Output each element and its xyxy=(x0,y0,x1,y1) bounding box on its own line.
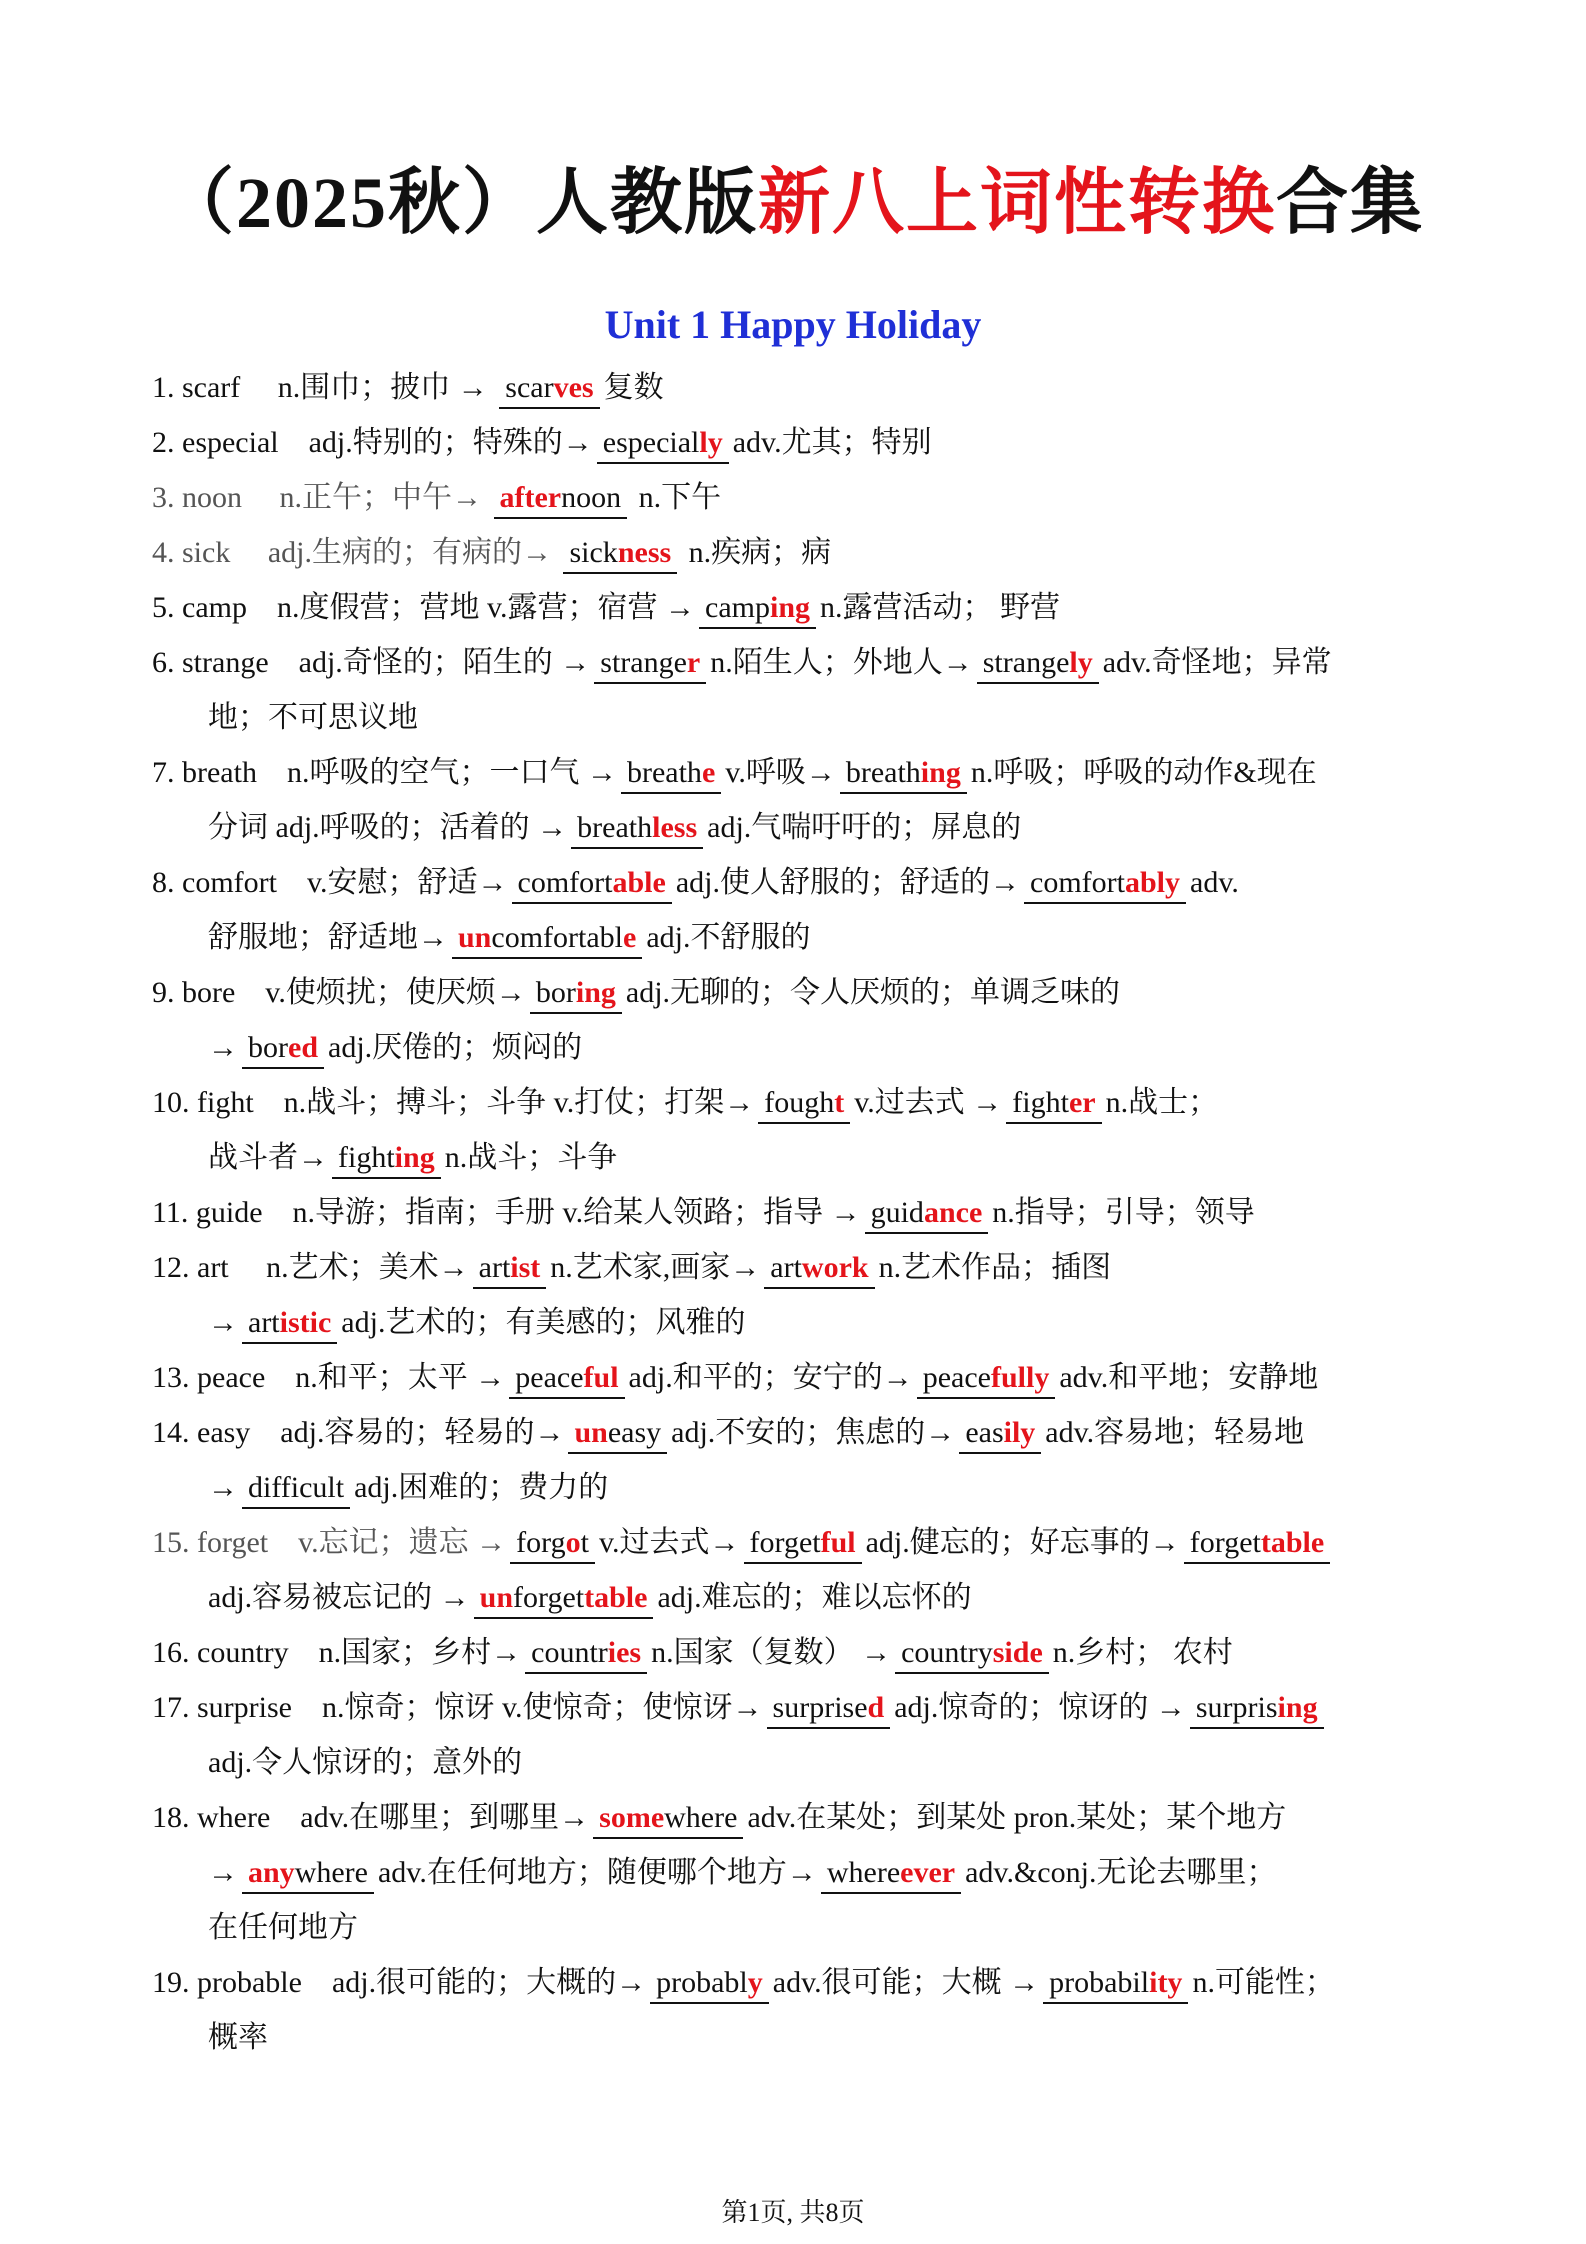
answer-stem: peace xyxy=(515,1361,584,1394)
answer-suffix: work xyxy=(801,1251,869,1284)
answer-blank xyxy=(621,754,721,794)
entry-line xyxy=(152,635,1452,690)
answer-blank xyxy=(525,1634,647,1674)
answer-blank xyxy=(1024,864,1186,904)
answer-suffix: ly xyxy=(699,426,723,459)
entry-text: adj.健忘的；好忘事的→ xyxy=(865,1526,1180,1559)
answer-suffix: istic xyxy=(279,1306,332,1339)
entry-text: n.可能性； xyxy=(1192,1966,1335,1999)
entry-text: adv.和平地；安静地 xyxy=(1059,1361,1319,1394)
entry-text: n.陌生人；外地人→ xyxy=(710,646,973,679)
answer-stem: surpris xyxy=(1195,1691,1278,1724)
entry-text: 15. forget v.忘记；遗忘 → xyxy=(152,1526,507,1559)
entry-line xyxy=(152,2010,1452,2065)
entry-text: 10. fight n.战斗；搏斗；斗争 v.打仗；打架→ xyxy=(152,1086,755,1119)
answer-suffix: ever xyxy=(900,1856,956,1889)
answer-suffix: after xyxy=(499,481,562,514)
answer-stem: scar xyxy=(505,371,554,404)
entry-text: n.指导；引导；领导 xyxy=(992,1196,1255,1229)
answer-suffix: table xyxy=(1260,1526,1325,1559)
answer-stem: comfort xyxy=(517,866,613,899)
entry-text: adv.&conj.无论去哪里； xyxy=(965,1856,1277,1889)
entry-text: adj.不安的；焦虑的→ xyxy=(671,1416,956,1449)
entry-text: → xyxy=(208,1856,238,1889)
answer-suffix: ing xyxy=(1277,1691,1318,1724)
entry-text: v.呼吸→ xyxy=(725,756,836,789)
entry-text: n.呼吸；呼吸的动作&现在 xyxy=(970,756,1317,789)
answer-blank xyxy=(959,1414,1041,1454)
answer-stem: fight xyxy=(338,1141,395,1174)
entry-text: 地；不可思议地 xyxy=(208,701,418,734)
entry-text: 1. scarf n.围巾；披巾 → xyxy=(152,371,496,404)
answer-blank xyxy=(597,424,729,464)
answer-suffix: ness xyxy=(617,536,672,569)
answer-suffix: e xyxy=(623,921,637,954)
entry-line xyxy=(152,1790,1452,1845)
answer-stem: easy xyxy=(607,1416,662,1449)
answer-blank xyxy=(510,1524,595,1564)
answer-blank xyxy=(473,1249,547,1289)
answer-stem: noon xyxy=(561,481,622,514)
answer-blank xyxy=(821,1854,961,1894)
entry-text: 在任何地方 xyxy=(208,1911,358,1944)
entry-text: 13. peace n.和平；太平 → xyxy=(152,1361,506,1394)
page-title xyxy=(0,158,1586,248)
entry-line xyxy=(152,580,1452,635)
entry-line xyxy=(152,690,1452,745)
entry-line xyxy=(152,1515,1452,1570)
entry-text: adv.容易地；轻易地 xyxy=(1045,1416,1305,1449)
entry-text: 战斗者→ xyxy=(208,1141,328,1174)
answer-blank xyxy=(509,1359,624,1399)
entry-text: n.艺术作品；插图 xyxy=(878,1251,1112,1284)
answer-stem: bor xyxy=(248,1031,288,1064)
entry-text: adj.容易被忘记的 → xyxy=(208,1581,470,1614)
answer-suffix: un xyxy=(479,1581,514,1614)
answer-suffix: table xyxy=(584,1581,648,1614)
answer-suffix: ful xyxy=(583,1361,619,1394)
answer-stem: strange xyxy=(600,646,687,679)
answer-stem: guid xyxy=(870,1196,924,1229)
answer-stem: fough xyxy=(764,1086,835,1119)
answer-stem: t xyxy=(580,1526,589,1559)
entry-text: → xyxy=(208,1031,238,1064)
answer-stem: peace xyxy=(922,1361,991,1394)
answer-suffix: ist xyxy=(510,1251,541,1284)
entry-text: 16. country n.国家；乡村→ xyxy=(152,1636,522,1669)
entry-line xyxy=(152,745,1452,800)
entry-line xyxy=(152,800,1452,855)
page-footer: 第1页, 共8页 xyxy=(721,2198,865,2227)
answer-stem: breath xyxy=(626,756,702,789)
entry-text: adj.和平的；安宁的→ xyxy=(628,1361,913,1394)
entry-text: adj.令人惊讶的；意外的 xyxy=(208,1746,523,1779)
answer-stem: breath xyxy=(577,811,653,844)
entry-line xyxy=(152,1735,1452,1790)
answer-suffix: ves xyxy=(553,371,594,404)
entry-text: adv.奇怪地；异常 xyxy=(1102,646,1332,679)
entry-text: n.战士； xyxy=(1105,1086,1219,1119)
answer-suffix: y xyxy=(747,1966,763,1999)
answer-blank xyxy=(767,1689,891,1729)
answer-stem: probabil xyxy=(1049,1966,1150,1999)
answer-stem: forg xyxy=(516,1526,566,1559)
entry-line xyxy=(152,910,1452,965)
entry-text: adv. xyxy=(1190,866,1239,899)
answer-suffix: able xyxy=(612,866,666,899)
entry-text: n.艺术家,画家→ xyxy=(550,1251,761,1284)
entry-line xyxy=(152,360,1452,415)
answer-blank xyxy=(474,1579,654,1619)
answer-stem: eas xyxy=(965,1416,1004,1449)
answer-suffix: fully xyxy=(990,1361,1050,1394)
answer-suffix: some xyxy=(599,1801,665,1834)
answer-stem: countr xyxy=(531,1636,608,1669)
entry-text: adj.艺术的；有美感的；风雅的 xyxy=(341,1306,746,1339)
answer-stem: art xyxy=(770,1251,802,1284)
answer-suffix: t xyxy=(834,1086,845,1119)
entry-text: → xyxy=(208,1471,238,1504)
answer-blank xyxy=(758,1084,850,1124)
entry-line xyxy=(152,470,1452,525)
answer-blank xyxy=(764,1249,874,1289)
entry-text: 分词 adj.呼吸的；活着的 → xyxy=(208,811,568,844)
answer-suffix: ly xyxy=(1069,646,1093,679)
answer-blank xyxy=(650,1964,769,2004)
answer-stem: breath xyxy=(845,756,921,789)
entry-text: n.下午 xyxy=(631,481,722,514)
answer-blank xyxy=(332,1139,441,1179)
answer-stem: fight xyxy=(1012,1086,1069,1119)
entry-text: 17. surprise n.惊奇；惊讶 v.使惊奇；使惊讶→ xyxy=(152,1691,763,1724)
answer-blank xyxy=(563,534,677,574)
answer-stem: forget xyxy=(749,1526,821,1559)
answer-stem: bor xyxy=(535,976,576,1009)
answer-stem: strange xyxy=(982,646,1070,679)
entry-text: 3. noon n.正午；中午→ xyxy=(152,481,490,514)
entry-line xyxy=(152,1625,1452,1680)
entry-text: 6. strange adj.奇怪的；陌生的 → xyxy=(152,646,591,679)
entry-text: n.战斗；斗争 xyxy=(444,1141,618,1174)
answer-suffix: ed xyxy=(288,1031,318,1064)
entry-text: → xyxy=(208,1306,238,1339)
answer-stem: surprise xyxy=(772,1691,868,1724)
answer-blank xyxy=(494,479,628,519)
answer-blank xyxy=(499,369,599,409)
answer-stem: art xyxy=(478,1251,511,1284)
entry-text: 9. bore v.使烦扰；使厌烦→ xyxy=(152,976,526,1009)
answer-suffix: ful xyxy=(820,1526,856,1559)
entry-text: 5. camp n.度假营；营地 v.露营；宿营 → xyxy=(152,591,696,624)
entry-text: adj.无聊的；令人厌烦的；单调乏味的 xyxy=(625,976,1121,1009)
entry-line xyxy=(152,1680,1452,1735)
answer-blank xyxy=(452,919,642,959)
entry-text: 19. probable adj.很可能的；大概的→ xyxy=(152,1966,647,1999)
entry-text: n.乡村； 农村 xyxy=(1052,1636,1233,1669)
entry-text: 8. comfort v.安慰；舒适→ xyxy=(152,866,508,899)
entry-text: adv.很可能；大概 → xyxy=(772,1966,1040,1999)
entry-text: adj.困难的；费力的 xyxy=(354,1471,609,1504)
entry-line xyxy=(152,415,1452,470)
word-conversion-list xyxy=(152,360,1452,2065)
entry-text: 概率 xyxy=(208,2021,268,2054)
answer-suffix: ily xyxy=(1003,1416,1036,1449)
entry-line xyxy=(152,1130,1452,1185)
answer-stem: where xyxy=(664,1801,738,1834)
title-part-3: 合集 xyxy=(1276,163,1425,243)
entry-line xyxy=(152,1955,1452,2010)
answer-stem: country xyxy=(901,1636,993,1669)
answer-blank xyxy=(917,1359,1056,1399)
answer-stem: where xyxy=(826,1856,901,1889)
answer-blank xyxy=(512,864,672,904)
answer-suffix: ing xyxy=(394,1141,435,1174)
answer-blank xyxy=(895,1634,1049,1674)
entry-text: adv.在任何地方；随便哪个地方→ xyxy=(377,1856,817,1889)
answer-stem: where xyxy=(294,1856,368,1889)
entry-text: 7. breath n.呼吸的空气；一口气 → xyxy=(152,756,617,789)
entry-text: 2. especial adj.特别的；特殊的→ xyxy=(152,426,593,459)
answer-suffix: r xyxy=(686,646,701,679)
entry-line xyxy=(152,855,1452,910)
answer-blank xyxy=(593,1799,743,1839)
answer-suffix: d xyxy=(867,1691,885,1724)
answer-blank xyxy=(530,974,622,1014)
entry-text: adj.使人舒服的；舒适的→ xyxy=(675,866,1020,899)
answer-blank xyxy=(568,1414,667,1454)
answer-blank xyxy=(699,589,816,629)
entry-text: 复数 xyxy=(603,371,664,404)
title-part-1: （2025秋）人教版 xyxy=(161,163,758,243)
entry-line xyxy=(152,965,1452,1020)
entry-line xyxy=(152,1185,1452,1240)
answer-blank xyxy=(242,1854,374,1894)
answer-stem: comfortabl xyxy=(491,921,623,954)
answer-stem: forget xyxy=(1189,1526,1261,1559)
answer-blank xyxy=(977,644,1099,684)
answer-suffix: ing xyxy=(770,591,811,624)
entry-text: 舒服地；舒适地→ xyxy=(208,921,448,954)
answer-stem: art xyxy=(248,1306,280,1339)
answer-blank xyxy=(242,1304,337,1344)
answer-stem: camp xyxy=(705,591,770,624)
answer-blank xyxy=(594,644,706,684)
answer-suffix: un xyxy=(458,921,492,954)
entry-line xyxy=(152,1845,1452,1900)
entry-text: adj.不舒服的 xyxy=(646,921,811,954)
entry-text: n.国家（复数） → xyxy=(651,1636,892,1669)
entry-text: adv.尤其；特别 xyxy=(732,426,932,459)
answer-stem: difficult xyxy=(248,1471,345,1504)
answer-stem: especial xyxy=(602,426,700,459)
entry-line xyxy=(152,1570,1452,1625)
answer-suffix: o xyxy=(565,1526,581,1559)
answer-stem: probabl xyxy=(656,1966,748,1999)
answer-suffix: ance xyxy=(923,1196,983,1229)
answer-suffix: ies xyxy=(607,1636,642,1669)
entry-line xyxy=(152,525,1452,580)
answer-suffix: less xyxy=(652,811,698,844)
answer-stem: forget xyxy=(513,1581,585,1614)
entry-line xyxy=(152,1240,1452,1295)
answer-suffix: ity xyxy=(1149,1966,1183,1999)
answer-suffix: ing xyxy=(920,756,961,789)
entry-line xyxy=(152,1405,1452,1460)
answer-suffix: er xyxy=(1068,1086,1096,1119)
answer-blank xyxy=(1006,1084,1101,1124)
entry-line xyxy=(152,1460,1452,1515)
answer-blank xyxy=(840,754,967,794)
entry-line xyxy=(152,1075,1452,1130)
answer-blank xyxy=(242,1469,350,1509)
answer-suffix: ably xyxy=(1124,866,1180,899)
entry-text: adj.惊奇的；惊讶的 → xyxy=(894,1691,1186,1724)
answer-blank xyxy=(865,1194,989,1234)
unit-heading: Unit 1 Happy Holiday xyxy=(604,302,982,347)
answer-stem: sick xyxy=(569,536,618,569)
answer-suffix: side xyxy=(992,1636,1043,1669)
entry-text: v.过去式 → xyxy=(854,1086,1003,1119)
entry-text: v.过去式→ xyxy=(598,1526,740,1559)
entry-text: n.露营活动； 野营 xyxy=(820,591,1061,624)
answer-blank xyxy=(242,1029,324,1069)
answer-blank xyxy=(744,1524,862,1564)
answer-blank xyxy=(1184,1524,1330,1564)
entry-text: 4. sick adj.生病的；有病的→ xyxy=(152,536,560,569)
entry-text: adv.在某处；到某处 pron.某处；某个地方 xyxy=(747,1801,1287,1834)
entry-line xyxy=(152,1900,1452,1955)
answer-suffix: any xyxy=(248,1856,295,1889)
entry-text: n.疾病；病 xyxy=(681,536,832,569)
answer-suffix: e xyxy=(701,756,716,789)
answer-blank xyxy=(571,809,703,849)
entry-text: 12. art n.艺术；美术→ xyxy=(152,1251,469,1284)
entry-line xyxy=(152,1295,1452,1350)
answer-blank xyxy=(1190,1689,1324,1729)
entry-text: 14. easy adj.容易的；轻易的→ xyxy=(152,1416,565,1449)
entry-text: 11. guide n.导游；指南；手册 v.给某人领路；指导 → xyxy=(152,1196,861,1229)
answer-suffix: ing xyxy=(575,976,616,1009)
answer-stem: comfort xyxy=(1030,866,1125,899)
answer-suffix: un xyxy=(574,1416,608,1449)
entry-text: adj.难忘的；难以忘怀的 xyxy=(657,1581,972,1614)
entry-text: adj.厌倦的；烦闷的 xyxy=(328,1031,583,1064)
title-part-2: 新八上词性转换 xyxy=(757,163,1276,243)
entry-text: adj.气喘吁吁的；屏息的 xyxy=(707,811,1022,844)
entry-line xyxy=(152,1350,1452,1405)
answer-blank xyxy=(1043,1964,1188,2004)
entry-line xyxy=(152,1020,1452,1075)
entry-text: 18. where adv.在哪里；到哪里→ xyxy=(152,1801,590,1834)
